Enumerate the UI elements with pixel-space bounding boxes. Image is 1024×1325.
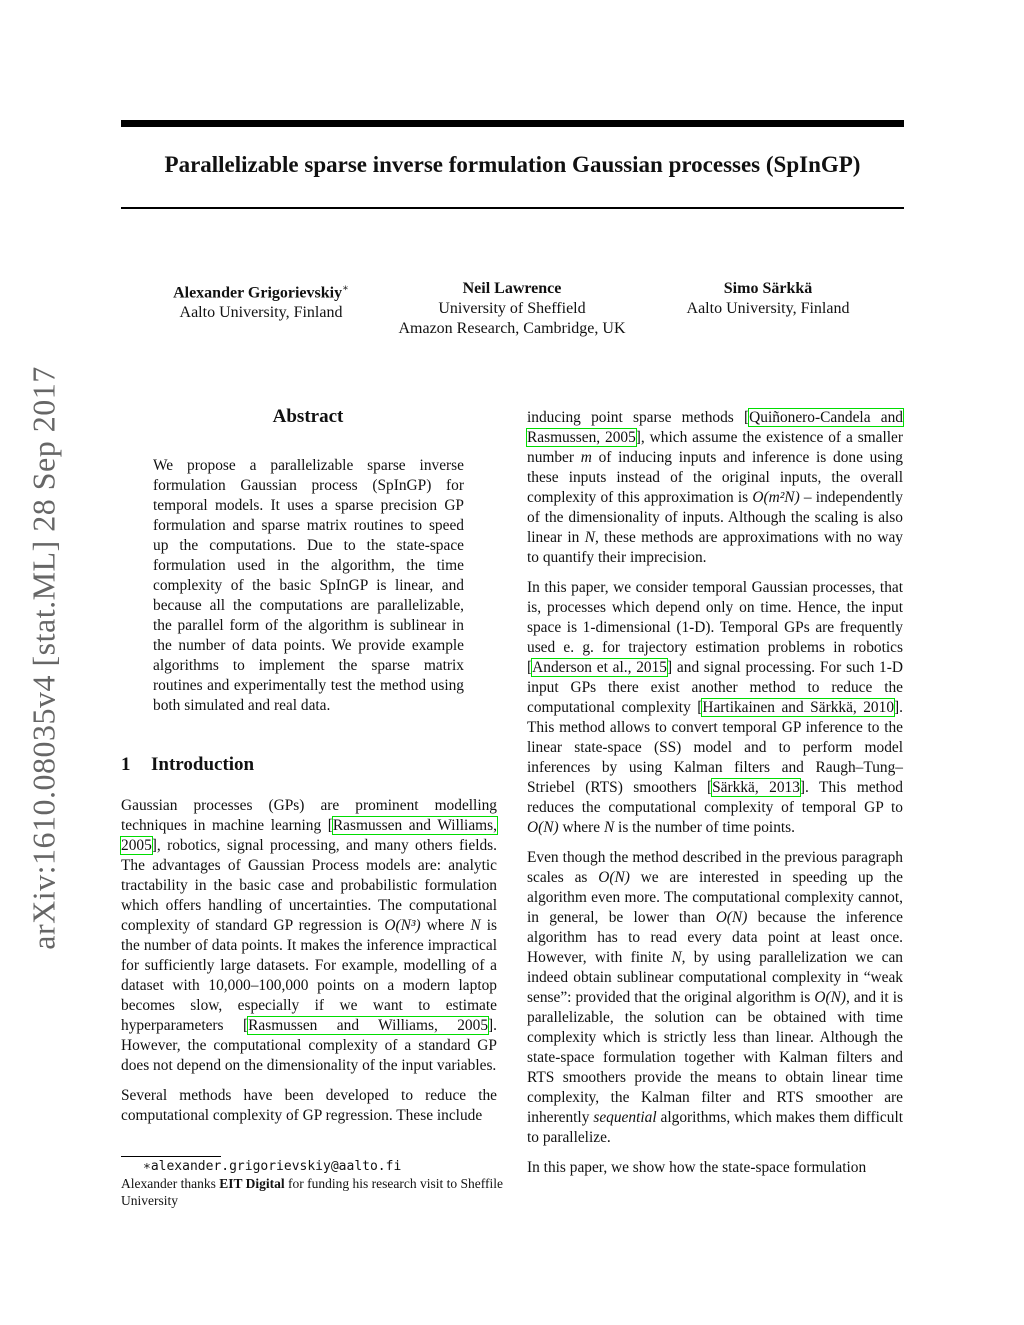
footnote-bold: EIT Digital: [219, 1176, 285, 1191]
math-inline: N: [470, 917, 481, 934]
math-inline: O(N): [715, 909, 748, 926]
math-inline: m: [580, 449, 592, 466]
math-inline: N: [603, 819, 615, 836]
footnote-email[interactable]: ∗alexander.grigorievskiy@aalto.fi: [143, 1159, 402, 1174]
arxiv-stamp: arXiv:1610.08035v4 [stat.ML] 28 Sep 2017: [25, 366, 62, 950]
section-number: 1: [121, 754, 131, 775]
citation-link[interactable]: Quiñonero-Candela and Rasmussen, 2005: [527, 409, 903, 446]
math-inline: O(N³): [384, 917, 421, 934]
intro-paragraph-2: Several methods have been developed to reduce the computational complexity of GP regression. These include: [121, 1087, 497, 1124]
author-3: [648, 279, 888, 319]
abstract-text: We propose a parallelizable sparse inverse formulation Gaussian process (SpInGP) for temporal models. It uses a sparse precision GP formulation and sparse matrix routines to speed up the computations. Due to the state-space formulation used in the algorithm, the time complexity of the basic SpInGP is linear, and because all the computations are parallelizable, the parallel form of the algorithm is sublinear in the number of data points. We provide example algorithms to implement the sparse matrix routines and experimentally test the method using both simulated and real data.: [153, 457, 464, 714]
author-affiliation: Amazon Research, Cambridge, UK: [398, 320, 626, 337]
citation-link[interactable]: Särkkä, 2013: [712, 779, 800, 796]
paragraph: In this paper, we consider temporal Gaussian processes, that is, processes which depend only on time. Hence, the input space is 1-dimensional (1-D). Temporal GPs are frequently used e. g. for trajectory estimation problems in robotics [Anderson et al., 2015] and signal processing. For such 1-D input GPs there exist another method to reduce the computational complexity [Hartikainen and Särkkä, 2010]. This method allows to convert temporal GP inference to the linear state-space (SS) model and to perform model inferences by using Kalman filters and Raugh–Tung–Striebel (RTS) smoothers [Särkkä, 2013]. This method reduces the computational complexity of temporal GP to O(N) where N is the number of time points.: [527, 579, 904, 836]
author-name: Simo Särkkä: [723, 280, 813, 297]
math-inline: N: [584, 529, 595, 546]
math-inline: N: [671, 949, 682, 966]
footnote-text: Alexander thanks EIT Digital for funding his research visit to Sheffile University: [121, 1176, 503, 1208]
paragraph: In this paper, we show how the state-space formulation: [527, 1159, 867, 1176]
section-heading-introduction: [121, 754, 254, 776]
citation-link[interactable]: Rasmussen and Williams, 2005: [248, 1017, 489, 1034]
paragraph: inducing point sparse methods [Quiñonero-Candela and Rasmussen, 2005], which assume the existence of a smaller number m of inducing inputs and inference is done using these inputs instead of the original inputs, the overall complexity of this approximation is O(m²N) – independently of the dimensionality of inputs. Although the scaling is also linear in N, these methods are approximations with no way to quantify their imprecision.: [527, 409, 903, 566]
paper-title: Parallelizable sparse inverse formulation Gaussian processes (SpInGP): [164, 152, 861, 177]
emphasis: sequential: [593, 1109, 657, 1126]
citation-link[interactable]: Rasmussen and Williams, 2005: [121, 817, 497, 854]
right-column: [527, 408, 903, 1188]
author-1: [141, 279, 381, 323]
author-affiliation: Aalto University, Finland: [179, 304, 343, 322]
author-name: Alexander Grigorievskiy: [173, 284, 343, 302]
title-rule-bottom: [121, 207, 904, 209]
citation-link[interactable]: Hartikainen and Särkkä, 2010: [702, 699, 895, 716]
author-name: Neil Lawrence: [462, 280, 562, 297]
abstract-heading: Abstract: [272, 406, 344, 427]
author-2: [392, 279, 632, 339]
author-affiliation: University of Sheffield: [438, 300, 586, 317]
section-title: Introduction: [151, 754, 255, 775]
math-inline: O(N): [814, 989, 846, 1006]
paragraph: Even though the method described in the previous paragraph scales as O(N) we are interested in speeding up the algorithm even more. The computational complexity cannot, in general, be lower than O(N) because the inference algorithm has to read every data point at least once. However, with finite N, by using parallelization we can indeed obtain sublinear computational complexity in “weak sense”: provided that the original algorithm is O(N), and it is parallelizable, the solution can be obtained with time complexity which is strictly less than linear. Although the state-space formulation together with Kalman filters and RTS smoothers provide the means to obtain linear time complexity, the Kalman filter and RTS smoother are inherently sequential algorithms, which makes them difficult to parallelize.: [527, 849, 903, 1146]
math-inline: O(m²N): [752, 489, 800, 506]
footnote-rule: [121, 1156, 221, 1157]
math-inline: O(N): [598, 869, 630, 886]
author-affiliation: Aalto University, Finland: [686, 300, 850, 317]
intro-paragraph-1: Gaussian processes (GPs) are prominent modelling techniques in machine learning [Rasmussen and Williams, 2005], robotics, signal processing, and many others fields. The advantages of Gaussian Process models are: analytic tractability in the basic case and probabilistic formulation which offers handling of uncertainties. The computational complexity of standard GP regression is O(N³) where N is the number of data points. It makes the inference impractical for sufficiently large datasets. For example, modelling of a dataset with 10,000–100,000 points on a modern laptop becomes slow, especially if we want to estimate hyperparameters [Rasmussen and Williams, 2005]. However, the computational complexity of a standard GP does not depend on the dimensionality of the input variables.: [121, 797, 497, 1074]
citation-link[interactable]: Anderson et al., 2015: [532, 659, 668, 676]
author-footnote-mark: ∗: [342, 283, 349, 294]
left-column: [121, 796, 497, 1136]
title-rule-top: [121, 120, 904, 127]
math-inline: O(N): [527, 819, 559, 836]
